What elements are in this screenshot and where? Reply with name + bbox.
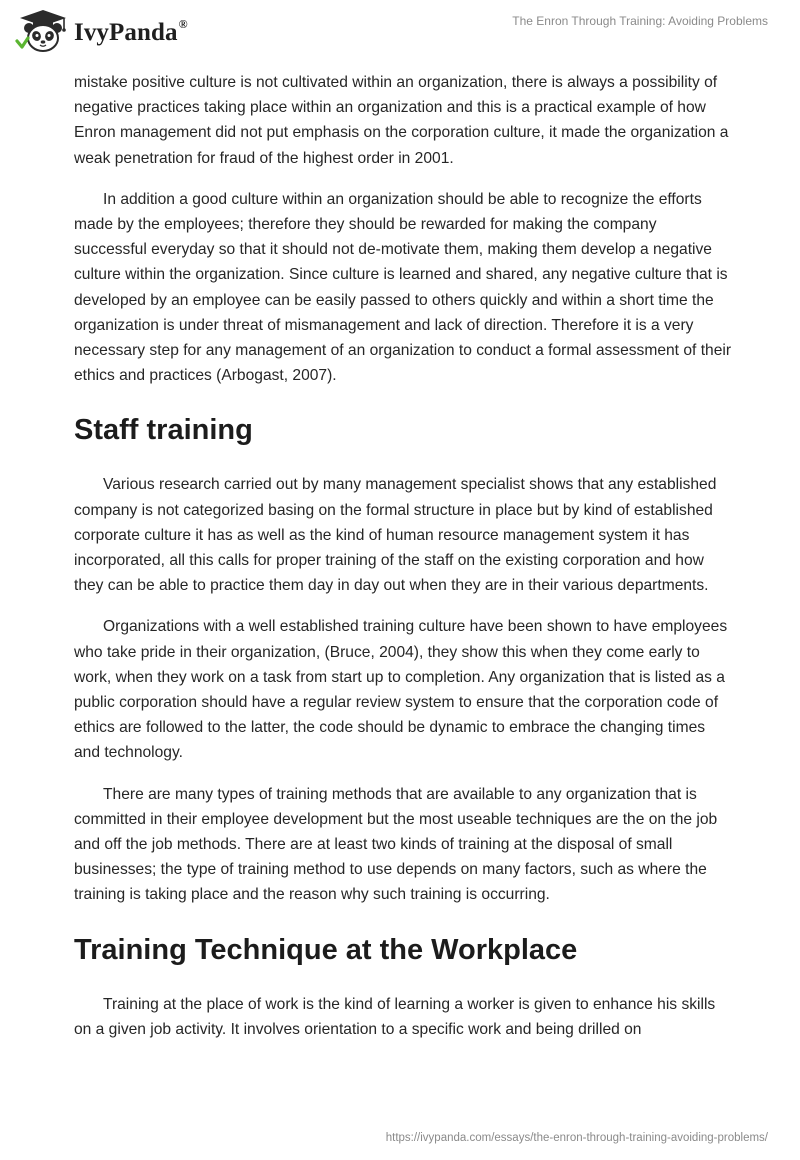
source-url-link[interactable]: https://ivypanda.com/essays/the-enron-through-training-avoiding-problems/ (385, 1132, 768, 1144)
brand-logo[interactable] (14, 8, 188, 54)
brand-name: IvyPanda® (74, 17, 188, 46)
document-title: The Enron Through Training: Avoiding Problems (512, 14, 768, 28)
paragraph: Organizations with a well established training culture have been shown to have employees who take pride in their organization, (Bruce, 2004), they show this when they come early to work, when they work on a task from start up to completion. Any organization that is listed as a public corporation should have a regular review system to ensure that the corporation code of ethics are followed to the latter, the code should be dynamic to embrace the changing times and technology. (74, 618, 728, 762)
panda-logo-icon (14, 8, 72, 54)
page-header (0, 0, 800, 70)
paragraph: In addition a good culture within an organization should be able to recognize the efforts made by the employees; therefore they should be rewarded for making the company successful everyday so that it should not de-motivate them, making them develop a negative culture within the organization. Since culture is learned and shared, any negative culture that is developed by an employee can be easily passed to others quickly and within a short time the organization is under threat of mismanagement and lack of direction. Therefore it is a very necessary step for any management of an organization to conduct a formal assessment of their ethics and practices (Arbogast, 2007). (74, 190, 732, 385)
paragraph: Various research carried out by many management specialist shows that any established company is not categorized basing on the formal structure in place but by kind of established corporate culture it has as well as the kind of human resource management system it has incorporated, all this calls for proper training of the staff on the existing corporation and how they can be able to practice them day in day out when they are in their various departments. (74, 476, 717, 595)
paragraph: There are many types of training methods that are available to any organization that is committed in their employee development but the most useable techniques are the on the job and off the job methods. There are at least two kinds of training at the disposal of small businesses; the type of training method to use depends on many factors, such as where the training is taking place and the reason why such training is occurring. (74, 785, 718, 904)
essay-body (74, 70, 732, 1058)
paragraph: Training at the place of work is the kind of learning a worker is given to enhance his skills on a given job activity. It involves orientation to a specific work and being drilled on (74, 995, 716, 1038)
paragraph: mistake positive culture is not cultivated within an organization, there is always a possibility of negative practices taking place within an organization and this is a practical example of how Enron management did not put emphasis on the corporation culture, it made the organization a weak penetration for fraud of the highest order in 2001. (74, 74, 729, 167)
section-heading-training-technique: Training Technique at the Workplace (74, 933, 578, 966)
section-heading-staff-training: Staff training (74, 414, 253, 447)
